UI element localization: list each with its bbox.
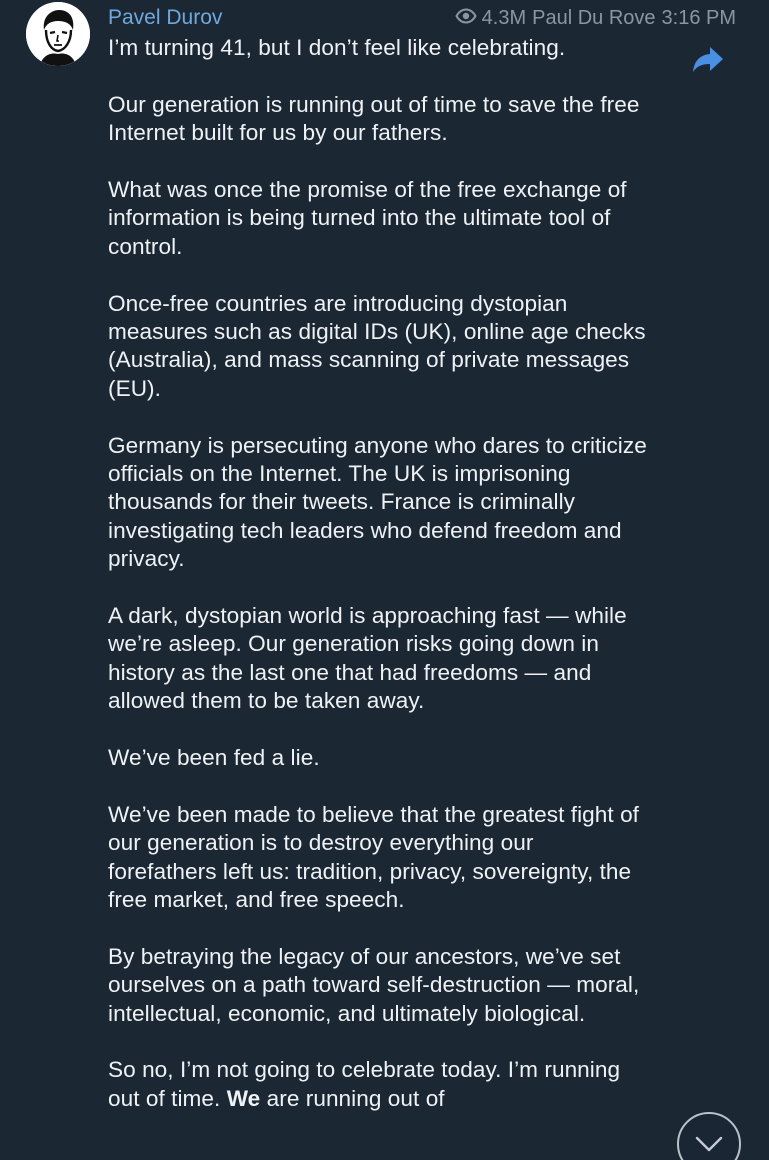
message-paragraph-last (108, 1056, 648, 1113)
view-count: 4.3M (481, 7, 527, 29)
message-text (108, 34, 648, 1113)
bold-text: We (226, 1085, 261, 1111)
post-meta (455, 4, 736, 32)
message-paragraph: Germany is persecuting anyone who dares to criticize officials on the Internet. The UK is imprisoning thousands for their tweets. France is criminally investigating tech leaders who defend freedom and privacy. (108, 432, 647, 572)
author-signature: Paul Du Rove (532, 7, 656, 29)
avatar-portrait (26, 2, 90, 66)
message-paragraph: We’ve been fed a lie. (108, 745, 320, 771)
message-paragraph: What was once the promise of the free exchange of information is being turned into the ultimate tool of control. (108, 177, 627, 259)
text-segment: are running out of (260, 1085, 445, 1111)
chevron-down-icon (695, 1134, 723, 1154)
share-button[interactable] (688, 44, 728, 76)
message-paragraph: By betraying the legacy of our ancestors, we’ve set ourselves on a path toward self-destruction — moral, intellectual, economic, and ultimately biological. (108, 943, 640, 1026)
post-header (108, 4, 736, 32)
message-paragraph: Our generation is running out of time to save the free Internet built for us by our fathers. (108, 91, 640, 146)
avatar[interactable] (26, 2, 90, 66)
eye-icon (455, 4, 477, 32)
message-paragraph: We’ve been made to believe that the greatest fight of our generation is to destroy everything our forefathers left us: tradition, privacy, sovereignty, the free market, and free speech. (108, 801, 640, 913)
post-time: 3:16 PM (661, 7, 736, 29)
share-arrow-icon (688, 44, 728, 76)
text-segment: So no, I’m not going to celebrate today. I’m running out of time. (108, 1057, 621, 1111)
message-paragraph: A dark, dystopian world is approaching fast — while we’re asleep. Our generation risks going down in history as the last one that had freedoms — and allowed them to be taken away. (108, 603, 627, 714)
author-name[interactable]: Pavel Durov (108, 6, 223, 29)
message-paragraph: Once-free countries are introducing dystopian measures such as digital IDs (UK), online age checks (Australia), and mass scanning of private messages (EU). (108, 290, 646, 401)
scroll-down-button[interactable] (677, 1112, 741, 1160)
message-paragraph: I’m turning 41, but I don’t feel like celebrating. (108, 35, 566, 60)
